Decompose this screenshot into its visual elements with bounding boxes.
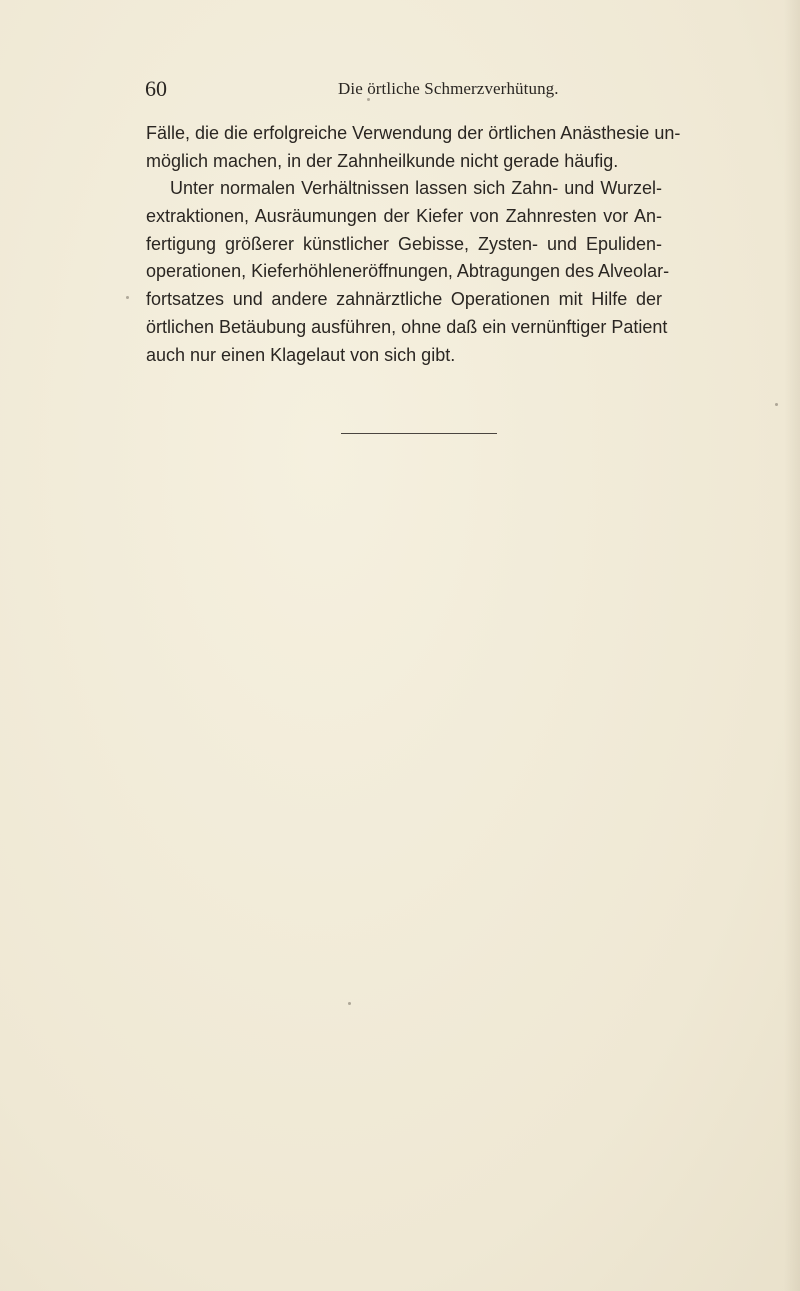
paper-speck xyxy=(348,1002,351,1005)
paper-speck xyxy=(126,296,129,299)
text-line: möglich machen, in der Zahnheilkunde nicht gerade häufig. xyxy=(146,150,619,171)
text-line: fertigung größerer künstlicher Gebisse, Zysten- und Epuliden- xyxy=(146,233,662,254)
paper-speck xyxy=(367,98,370,101)
text-line: operationen, Kieferhöhleneröffnungen, Abtragungen des Alveolar- xyxy=(146,261,670,282)
text-line: Unter normalen Verhältnissen lassen sich Zahn- und Wurzel- xyxy=(170,178,662,199)
page-number: 60 xyxy=(145,76,167,101)
text-line: örtlichen Betäubung ausführen, ohne daß ein vernünftiger Patient xyxy=(146,316,668,337)
page-edge-shadow xyxy=(784,0,800,1291)
page-header xyxy=(0,74,800,104)
chapter-end-rule xyxy=(341,433,497,434)
text-line: extraktionen, Ausräumungen der Kiefer von Zahnresten vor An- xyxy=(146,206,662,227)
text-line: Fälle, die die erfolgreiche Verwendung der örtlichen Anästhesie un- xyxy=(146,123,681,143)
body-paragraph xyxy=(146,120,681,369)
text-line: fortsatzes und andere zahnärztliche Operationen mit Hilfe der xyxy=(146,289,662,310)
paper-speck xyxy=(775,403,778,406)
text-line: auch nur einen Klagelaut von sich gibt. xyxy=(146,344,456,365)
running-head: Die örtliche Schmerzverhütung. xyxy=(338,79,559,98)
